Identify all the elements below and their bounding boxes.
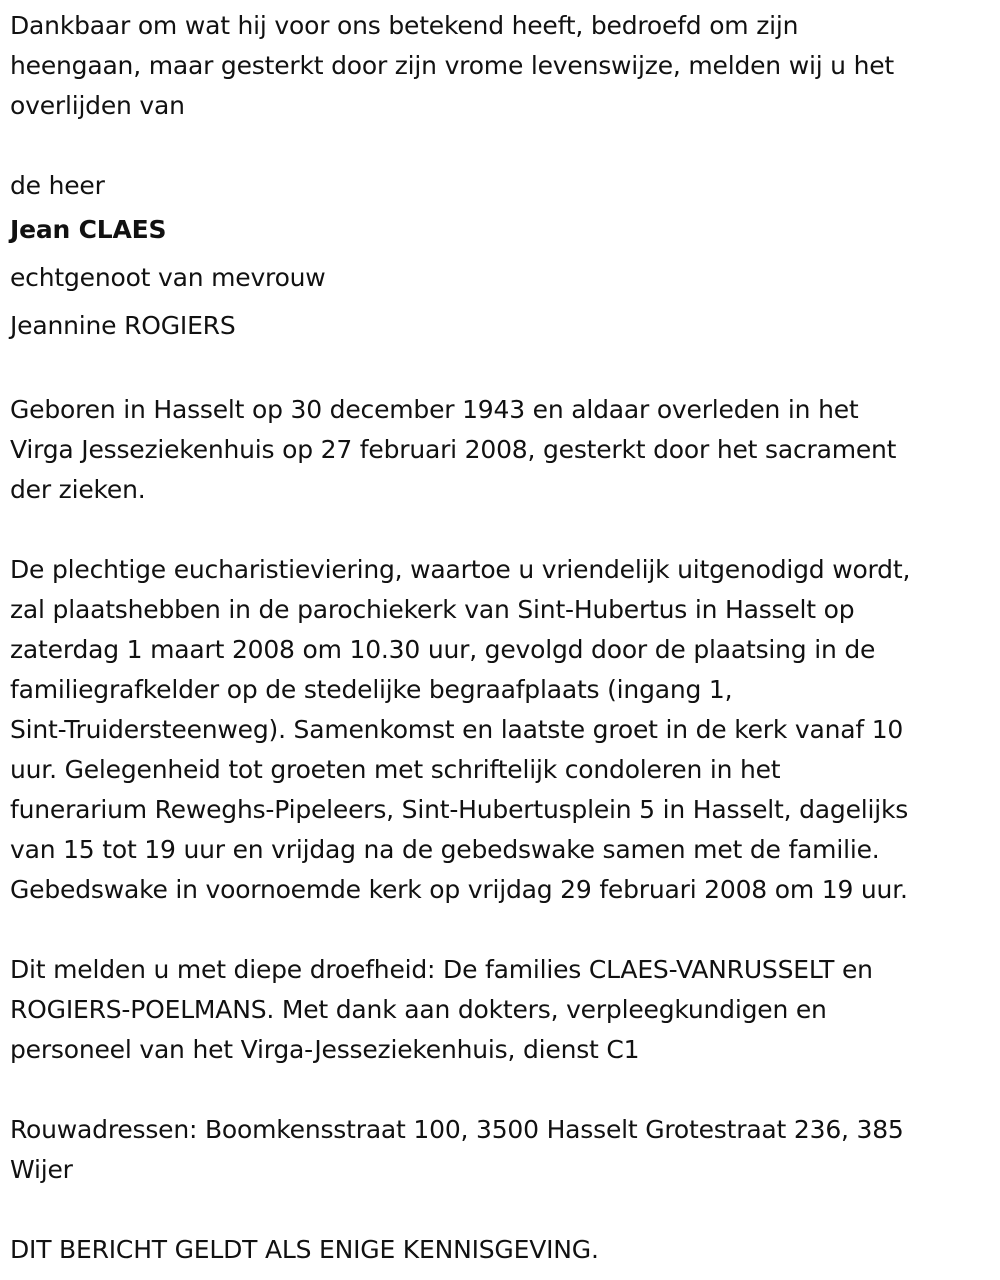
intro-line: overlijden van: [10, 91, 185, 120]
families-line: Dit melden u met diepe droefheid: De families CLAES-VANRUSSELT en: [10, 955, 873, 984]
ceremony-paragraph: [10, 550, 990, 910]
ceremony-line: zal plaatshebben in de parochiekerk van Sint-Hubertus in Hasselt op: [10, 595, 855, 624]
families-paragraph: [10, 950, 990, 1070]
addresses-line: Wijer: [10, 1155, 73, 1184]
addresses-paragraph: [10, 1110, 990, 1190]
families-line: personeel van het Virga-Jesseziekenhuis, dienst C1: [10, 1035, 640, 1064]
spouse-name: Jeannine ROGIERS: [10, 311, 236, 340]
notice-paragraph: [10, 1230, 990, 1270]
deceased-title: de heer: [10, 171, 105, 200]
addresses-line: Rouwadressen: Boomkensstraat 100, 3500 Hasselt Grotestraat 236, 385: [10, 1115, 904, 1144]
deceased-block: [10, 166, 990, 350]
birth-death-line: der zieken.: [10, 475, 146, 504]
families-line: ROGIERS-POELMANS. Met dank aan dokters, verpleegkundigen en: [10, 995, 827, 1024]
intro-line: Dankbaar om wat hij voor ons betekend heeft, bedroefd om zijn: [10, 11, 799, 40]
notice-line: DIT BERICHT GELDT ALS ENIGE KENNISGEVING.: [10, 1235, 599, 1264]
birth-death-paragraph: [10, 390, 990, 510]
ceremony-line: uur. Gelegenheid tot groeten met schriftelijk condoleren in het: [10, 755, 781, 784]
birth-death-line: Virga Jesseziekenhuis op 27 februari 2008, gesterkt door het sacrament: [10, 435, 897, 464]
ceremony-line: funerarium Reweghs-Pipeleers, Sint-Hubertusplein 5 in Hasselt, dagelijks: [10, 795, 909, 824]
intro-paragraph: [10, 6, 990, 126]
ceremony-line: van 15 tot 19 uur en vrijdag na de gebedswake samen met de familie.: [10, 835, 880, 864]
intro-line: heengaan, maar gesterkt door zijn vrome levenswijze, melden wij u het: [10, 51, 895, 80]
ceremony-line: De plechtige eucharistieviering, waartoe u vriendelijk uitgenodigd wordt,: [10, 555, 911, 584]
deceased-name: Jean CLAES: [10, 215, 167, 244]
ceremony-line: familiegrafkelder op de stedelijke begraafplaats (ingang 1,: [10, 675, 733, 704]
birth-death-line: Geboren in Hasselt op 30 december 1943 en aldaar overleden in het: [10, 395, 859, 424]
spouse-label: echtgenoot van mevrouw: [10, 263, 326, 292]
ceremony-line: Sint-Truidersteenweg). Samenkomst en laatste groet in de kerk vanaf 10: [10, 715, 904, 744]
death-notice: [10, 6, 990, 1270]
ceremony-line: zaterdag 1 maart 2008 om 10.30 uur, gevolgd door de plaatsing in de: [10, 635, 876, 664]
ceremony-line: Gebedswake in voornoemde kerk op vrijdag 29 februari 2008 om 19 uur.: [10, 875, 908, 904]
